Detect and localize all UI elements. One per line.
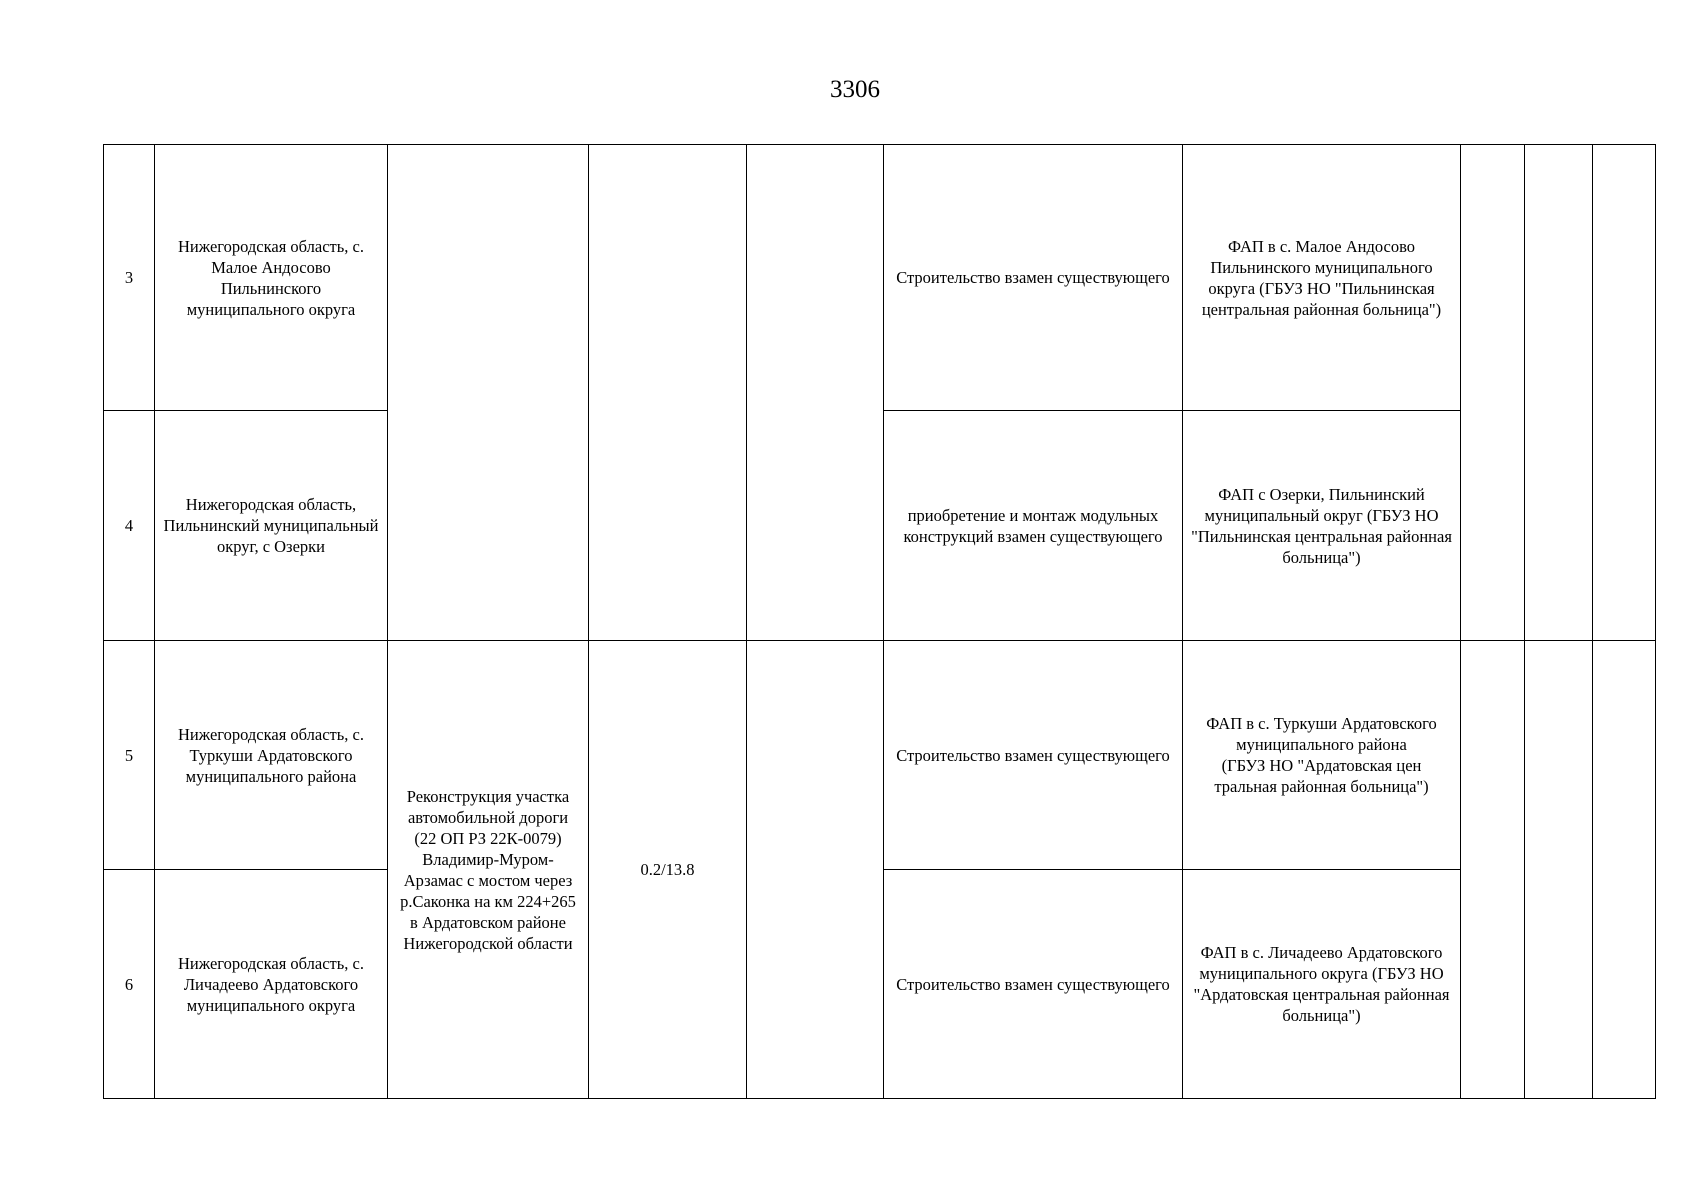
object-line: ФАП в с. Туркуши Ардатовского муниципального района [1206,714,1437,754]
road-cell: Реконструкция участка автомобильной дороги (22 ОП РЗ 22К-0079) Владимир-Муром-Арзамас с мостом через р.Саконка на км 224+265 в Ардатовском районе Нижегородской области [388,641,589,1099]
work-type-cell: Строительство взамен существующего [884,145,1183,411]
row-number: 6 [104,870,155,1099]
object-cell [1183,641,1461,870]
page-number: 3306 [830,76,880,103]
location-cell: Нижегородская область, с. Личадеево Ардатовского муниципального округа [155,870,388,1099]
empty-cell [1593,145,1656,641]
object-cell: ФАП с Озерки, Пильнинский муниципальный округ (ГБУЗ НО "Пильнинская центральная районная больница") [1183,411,1461,641]
distance-cell-empty [589,145,747,641]
work-type-cell: приобретение и монтаж модульных конструкций взамен существующего [884,411,1183,641]
facilities-table [103,144,1656,1099]
empty-cell [1461,145,1525,641]
table-row [104,145,1656,411]
location-cell: Нижегородская область, Пильнинский муниципальный округ, с Озерки [155,411,388,641]
empty-cell [747,641,884,1099]
table-row [104,641,1656,870]
row-number: 4 [104,411,155,641]
object-cell: ФАП в с. Личадеево Ардатовского муниципального округа (ГБУЗ НО "Ардатовская центральная районная больница") [1183,870,1461,1099]
object-line: (ГБУЗ НО "Ардатовская цен тральная районная больница") [1214,756,1429,796]
work-type-cell: Строительство взамен существующего [884,870,1183,1099]
road-cell-empty [388,145,589,641]
empty-cell [1593,641,1656,1099]
work-type-cell: Строительство взамен существующего [884,641,1183,870]
distance-cell: 0.2/13.8 [589,641,747,1099]
object-cell: ФАП в с. Малое Андосово Пильнинского муниципального округа (ГБУЗ НО "Пильнинская центральная районная больница") [1183,145,1461,411]
location-cell: Нижегородская область, с. Малое Андосово Пильнинского муниципального округа [155,145,388,411]
empty-cell [1525,145,1593,641]
row-number: 3 [104,145,155,411]
row-number: 5 [104,641,155,870]
empty-cell [1461,641,1525,1099]
empty-cell [1525,641,1593,1099]
empty-cell [747,145,884,641]
location-cell: Нижегородская область, с. Туркуши Ардатовского муниципального района [155,641,388,870]
